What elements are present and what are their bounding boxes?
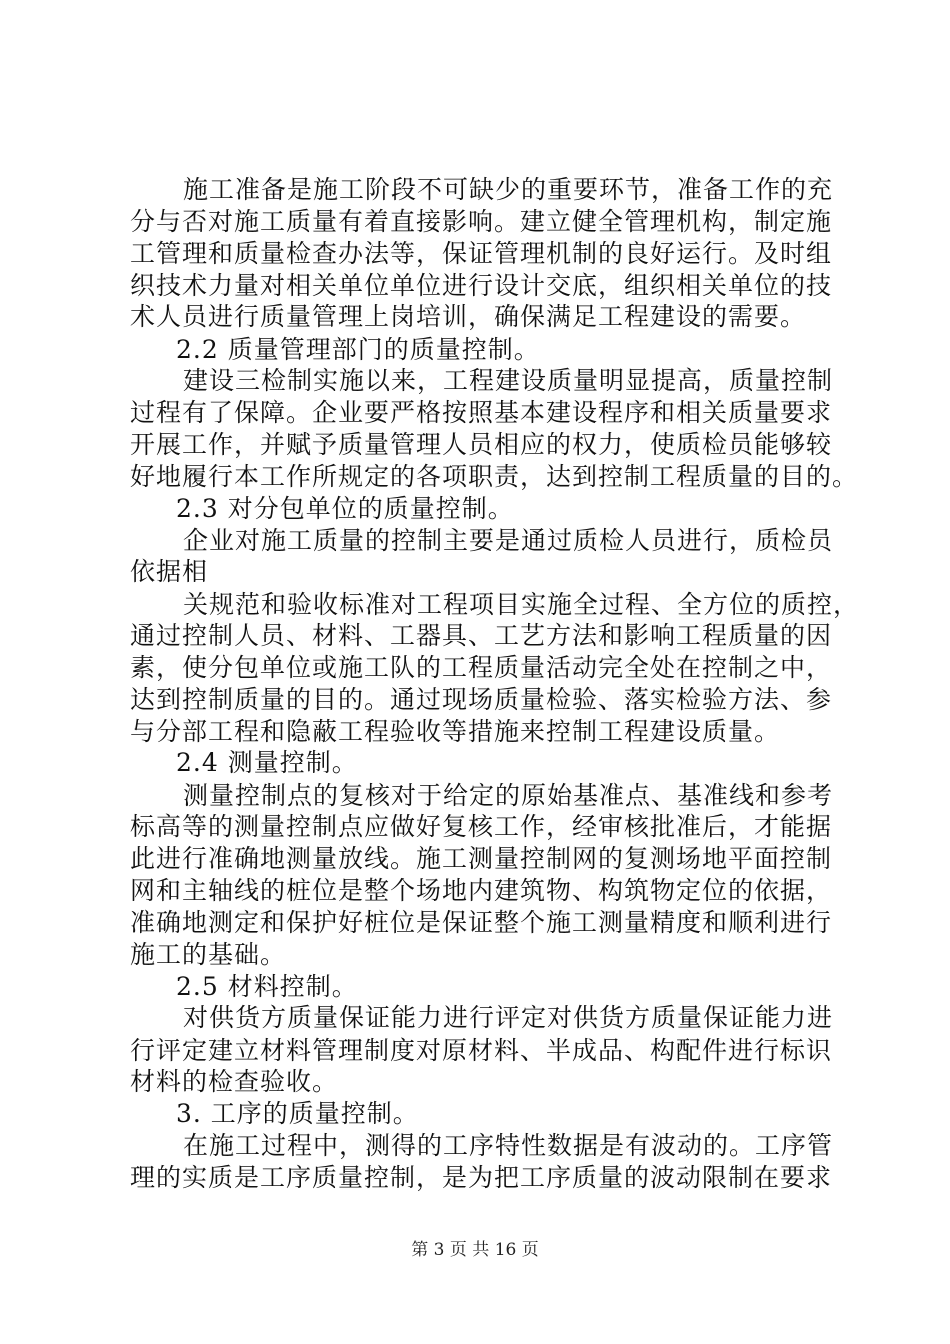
section-heading: 2.4 测量控制。 [176, 748, 358, 777]
text-line: 素，使分包单位或施工队的工程质量活动完全处在控制之中， [130, 653, 833, 682]
text-line: 行评定建立材料管理制度对原材料、半成品、构配件进行标识 [130, 1036, 833, 1065]
text-line: 术人员进行质量管理上岗培训，确保满足工程建设的需要。 [130, 302, 807, 331]
text-line: 分与否对施工质量有着直接影响。建立健全管理机构，制定施 [130, 207, 833, 236]
text-line: 过程有了保障。企业要严格按照基本建设程序和相关质量要求 [130, 398, 833, 427]
text-line: 理的实质是工序质量控制，是为把工序质量的波动限制在要求 [130, 1163, 833, 1192]
text-line: 材料的检查验收。 [130, 1067, 339, 1096]
text-line: 施工准备是施工阶段不可缺少的重要环节，准备工作的充 [183, 175, 834, 204]
text-line: 对供货方质量保证能力进行评定对供货方质量保证能力进 [183, 1003, 834, 1032]
text-line: 达到控制质量的目的。通过现场质量检验、落实检验方法、参 [130, 685, 833, 714]
text-line: 标高等的测量控制点应做好复核工作，经审核批准后，才能据 [130, 812, 833, 841]
text-line: 依据相 [130, 557, 209, 586]
text-line: 与分部工程和隐蔽工程验收等措施来控制工程建设质量。 [130, 717, 781, 746]
section-heading: 3. 工序的质量控制。 [176, 1099, 419, 1128]
text-line: 此进行准确地测量放线。施工测量控制网的复测场地平面控制 [130, 844, 833, 873]
section-heading: 2.3 对分包单位的质量控制。 [176, 494, 514, 523]
section-heading: 2.5 材料控制。 [176, 972, 358, 1001]
text-line: 工管理和质量检查办法等，保证管理机制的良好运行。及时组 [130, 239, 833, 268]
text-line: 网和主轴线的桩位是整个场地内建筑物、构筑物定位的依据， [130, 876, 833, 905]
text-line: 在施工过程中，测得的工序特性数据是有波动的。工序管 [183, 1131, 834, 1160]
text-line: 关规范和验收标准对工程项目实施全过程、全方位的质控， [183, 590, 860, 619]
text-line: 建设三检制实施以来，工程建设质量明显提高，质量控制 [183, 366, 834, 395]
section-heading: 2.2 质量管理部门的质量控制。 [176, 335, 540, 364]
text-line: 通过控制人员、材料、工器具、工艺方法和影响工程质量的因 [130, 621, 833, 650]
text-line: 测量控制点的复核对于给定的原始基准点、基准线和参考 [183, 781, 834, 810]
text-line: 织技术力量对相关单位单位进行设计交底，组织相关单位的技 [130, 271, 833, 300]
text-line: 施工的基础。 [130, 940, 287, 969]
text-line: 开展工作，并赋予质量管理人员相应的权力，使质检员能够较 [130, 430, 833, 459]
text-line: 企业对施工质量的控制主要是通过质检人员进行，质检员 [183, 526, 834, 555]
text-line: 准确地测定和保护好桩位是保证整个施工测量精度和顺利进行 [130, 908, 833, 937]
page-number-footer: 第 3 页 共 16 页 [411, 1240, 539, 1260]
text-line: 好地履行本工作所规定的各项职责，达到控制工程质量的目的。 [130, 462, 859, 491]
